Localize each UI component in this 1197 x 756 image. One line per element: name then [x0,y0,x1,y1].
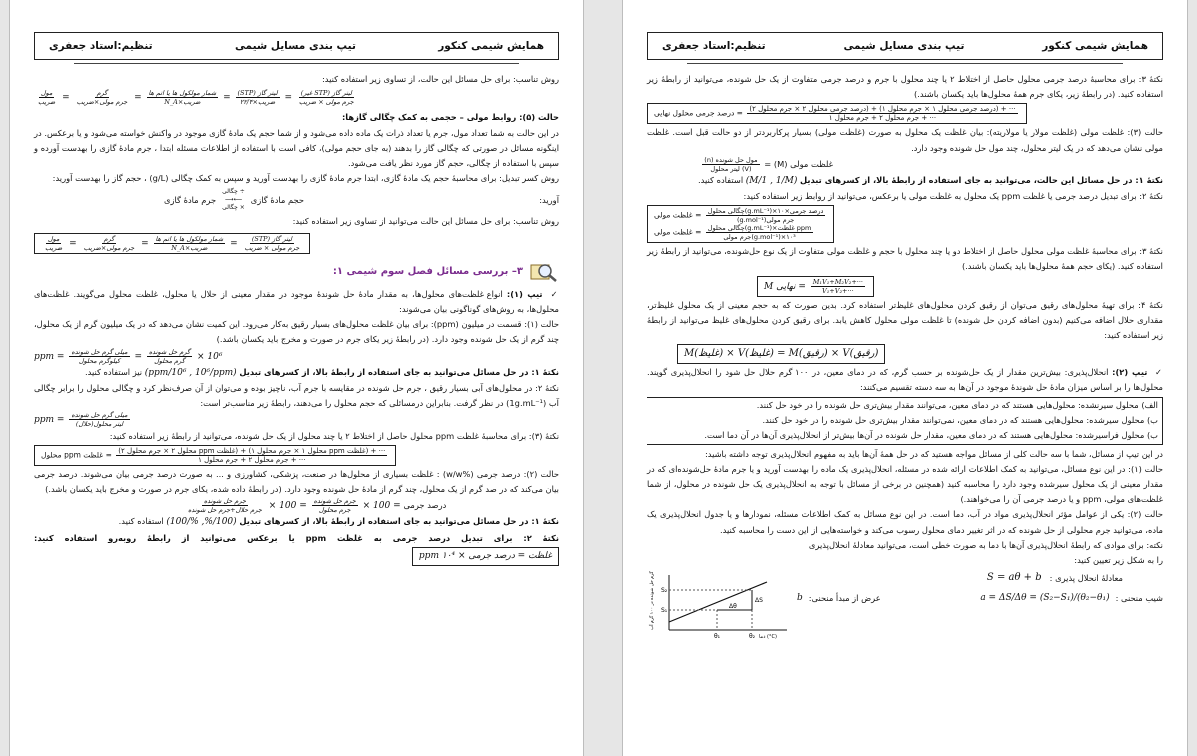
solubility-section [647,570,1163,640]
graph-ylabel: گرم حل شونده در ۱۰۰ گرم آب [650,571,655,631]
header-brand: همایش شیمی کنکور [1042,40,1148,52]
left-body [34,72,559,567]
right-page [622,0,1188,756]
check-icon: ✓ [1155,366,1164,377]
category-saturated: ب) محلول سیرشده: محلول‌هایی هستند که در دمای معین، نمی‌توانند مقدار بیش‌تری حل شونده را در خود حل کنند. [762,415,1158,426]
header-title: تیپ بندی مسایل شیمی [843,40,965,52]
conversion-label: آورید: [539,194,559,205]
state1-ppm: حالت (۱): قسمت در میلیون (ppm): برای بیان غلظت محلول‌های بسیار رقیق به‌کار می‌رود. این کمیت نشان می‌دهد که در یک میلیون گرم از یک محلول، چند گرم از یک حل شونده وجود دارد. (در رابطهٔ زیر یکای جرم در صورت و مخرج باید یکسان باشد.) [34,319,559,345]
type2-paragraph: ✓ تیپ (۲): انحلال‌پذیری: بیش‌ترین مقدار از یک حل‌شونده بر حسب گرم، که در دمای معین، در ۱۰۰ گرم حلال حل شود را انحلال‌پذیری گویند. محلول‌ها را بر اساس میزان مادهٔ حل شوندهٔ موجود در آن‌ها به سه دسته تقسیم می‌کنند: [647,366,1164,392]
conversion-diagram [34,188,559,212]
note-linear: نکته: برای موادی که رابطهٔ انحلال‌پذیری آن‌ها با دما به صورت خطی است، می‌توانید معادلهٔ انحلال‌پذیری [808,539,1163,550]
ppm-formula: ppm = $\frac{\text{میلی گرم حل شونده}}{\text{کیلوگرم محلول}}$ = $\frac{\text{گرم حل شونده}}{\text{گرم محلول}}$ × 10⁶ [34,347,223,365]
graph-t2: θ₂ [749,633,756,641]
ppm-liter-formula: ppm = $\frac{\text{میلی گرم حل شونده}}{\text{لیتر محلول(حلال)}}$ [34,411,128,429]
type2-intro: در این تیپ از مسائل، شما با سه حالت کلی از مسائل مواجه هستید که در حل همهٔ آن‌ها باید به مفهوم انحلال‌پذیری توجه داشته باشید: [704,448,1163,459]
category-supersaturated: ب) محلول فراسیرشده: محلول‌هایی هستند که در دمای معین، مقدار حل شونده در آن‌ها بیش‌تر از انحلال‌پذیری آن‌ها در آن دما است. [704,430,1158,441]
graph-ds: ΔS [755,597,763,605]
header-author: تنظیم:استاد جعفری [662,40,766,52]
header-author: تنظیم:استاد جعفری [49,40,153,52]
note3-ppm: نکتهٔ (۳): برای محاسبهٔ غلظت ppm محلول حاصل از اختلاط ۲ یا چند محلول از یک حل شونده، می‌توانید از رابطهٔ زیر استفاده کنید: [109,430,559,441]
percent-ppm-formula: ppm غلظت = درصد جرمی × ۱۰⁴ [412,547,559,566]
method-proportion-2: روش تناسب: برای حل مسائل این حالت می‌توانید از تساوی زیر استفاده کنید: [292,216,559,227]
page-header [647,32,1163,60]
dilution-formula: M(غلیظ) × V(غلیظ) = M(رقیق) × V(رقیق) [677,344,885,363]
solubility-equations: معادلهٔ انحلال پذیری : S = aθ + b شیب منحنی : a = ΔS/Δθ = (S₂−S₁)/(θ₂−θ₁) عرض از مبدأ منحنی: b [797,572,1163,604]
molarity-conversion-box: غلظت مولی = $\frac{\text{چگالی محلول(g.mL⁻¹)×درصد جرمی×۱۰}}{\text{(g.mol⁻¹)جرم مولی}}$ غلظت مولی = $\frac{\text{چگالی محلول(g.mL⁻¹)×غلظت ppm}}{\text{جرم مولی(g.mol⁻¹)×۱۰³}}$ [647,205,834,243]
type1-paragraph: ✓ تیپ (۱): انواع غلظت‌های محلول‌ها، به مقدار مادهٔ حل شوندهٔ موجود در مقدار معینی از حلال یا محلول، غلظت محلول می‌گویند. غلظت‌های محلول‌ها، به روش‌های گوناگونی بیان می‌شوند: [34,288,559,315]
conversion-target: حجم مادهٔ گازی [250,194,305,205]
header-brand: همایش شیمی کنکور [438,40,544,52]
note1-percent: نکتهٔ ۱: در حل مسائل می‌توانید به جای استفاده از رابطهٔ بالا، از کسرهای تبدیل (100/%, %/100) استفاده کنید. [118,516,559,528]
state5-title: حالت (۵): روابط مولی – حجمی به کمک چگالی گازها: [341,112,559,123]
section-3-title: ۳– بررسی مسائل فصل سوم شیمی ۱: [34,261,559,283]
left-page [9,0,584,756]
note1-molarity: نکتهٔ ۱: در حل مسائل این حالت، می‌توانید به جای استفاده از رابطهٔ بالا، از کسرهای تبدیل (M/1 , 1/M) استفاده کنید. [698,174,1163,186]
state1-solubility: حالت (۱): در این نوع مسائل، می‌توانید به کمک اطلاعات ارائه شده در مسئله، انحلال‌پذیری یک ماده را بهدست آورید و یا جرم مادهٔ حل‌شونده‌ای که در مقدار معینی از یک محلول سیرشده وجود دارد را محاسبه کنید (همچنین در برخی از مسائل با توجه به انحلال‌پذیری یک حل شونده در محلول، از شما غلظت‌های مولی، ppm و یا درصد جرمی آن را می‌خواهند.) [647,463,1163,505]
stoich-formula-1: $\frac{\text{مول}}{\text{ضریب}}$ = $\frac{\text{گرم}}{\text{جرم مولی×ضریب}}$ = $\frac{\text{شمار مولکول ها یا اتم ها}}{\text{N\_A×ضریب}}$ = $\frac{\text{(STP) لیتر گاز}}{\text{ضریب×۲۲/۴}}$ = $\frac{\text{(غیر STP) لیتر گاز}}{\text{جرم مولی × ضریب}}$ [38,89,354,107]
check-icon: ✓ [550,288,559,299]
header-title: تیپ بندی مسایل شیمی [234,40,356,52]
note3-mix-molarity: نکتهٔ ۳: برای محاسبهٔ غلظت مولی محلول حاصل از اختلاط دو یا چند محلول با حجم و غلظت مولی متفاوت از یک نوع حل‌شونده، می‌توانید از رابطهٔ زیر استفاده کنید. (یکای حجم همهٔ محلول‌ها باید یکسان باشند.) [647,246,1163,272]
note1-ppm: نکتهٔ ۱: در حل مسائل می‌توانید به جای استفاده از رابطهٔ بالا، از کسرهای تبدیل (ppm/10⁶ , 10⁶/ppm) نیز استفاده کنید. [84,366,559,378]
note-linear-2: را به شکل زیر تعیین کنید: [1074,555,1163,566]
state3-molarity: حالت (۳): غلظت مولی (غلظت مولار یا مولاریته): بیان غلظت یک محلول به صورت (غلظت مولی) بسیار پرکاربردتر از دو حالت قبل است. غلظت مولی نشان می‌دهد که در یک لیتر محلول، چند مول حل شونده وجود دارد. [647,127,1163,153]
graph-t1: θ₁ [714,633,721,641]
note4-dilution: نکتهٔ ۴: برای تهیهٔ محلول‌های رقیق می‌توان از رقیق کردن محلول‌های غلیظ‌تر استفاده کرد. بدین صورت که به حجم معینی از یک محلول غلیظ‌تر، مقداری حلال اضافه می‌کنیم (بدون اضافه کردن حل شونده) تا غلظت مولی محلول کاهش یابد. برای رقیق کردن محلول‌های غلیظ می‌توانید از رابطهٔ زیر استفاده کنید: [647,299,1163,341]
state5-text: در این حالت به شما تعداد مول، جرم یا تعداد ذرات یک ماده داده می‌شود و از شما حجم یک مادهٔ گازی موجود در واکنش خواسته می‌شود و یا برعکس. در اینگونه مسائل در صورتی که چگالی گاز را بدهند (به جای حجم مولی)، کافی است با استفاده از اطلاعات مسئله ابتدا ، جرم مادهٔ گازی را بهدست آورده و سپس با استفاده از چگالی، حجم گاز مورد نظر یافت می‌شود. [34,127,559,169]
note2-ppm: نکتهٔ ۲: در محلول‌های آبی بسیار رقیق ، جرم حل شونده در مقایسه با جرم آب، ناچیز بوده و می‌توان از آن صرف‌نظر کرد و چگالی محلول را برابر چگالی آب (1g.mL⁻¹) در نظر گرفت. بنابراین درمسائلی که حجم محلول را می‌دهند، رابطهٔ زیر مناسب‌تر است: [34,383,559,409]
mix-molarity-formula: M نهایی = $\frac{\text{M₁V₁+M₂V₂+···}}{\text{V₁+V₂+···}}$ [757,276,874,297]
mix-ppm-formula: ··· + (غلظت ppm محلول ۱ × جرم محلول ۱) + (غلظت ppm محلول ۲ × جرم محلول ۲) ··· + جرم محلول ۲ + جرم محلول ۱ = غلظت ppm محلول [34,445,396,466]
graph-dt: Δθ [729,603,737,611]
graph-s1: S₁ [661,607,668,615]
note2-percent: نکتهٔ ۲: برای تبدیل درصد جرمی به غلظت ppm یا برعکس می‌توانید از رابطهٔ روبه‌رو استفاده کنید: ppm غلظت = درصد جرمی × ۱۰⁴ [34,531,559,567]
percent-formula: $\frac{\text{جرم حل شونده}}{\text{جرم حلال+جرم حل شونده}}$ × 100 = $\frac{\text{جرم حل شونده}}{\text{جرم محلول}}$ × 100 = درصد جرمی [188,497,447,515]
graph-xlabel: دما (°C) [759,634,777,641]
state5-conversion-text: روش کسر تبدیل: برای محاسبهٔ حجم یک مادهٔ گازی، ابتدا جرم مادهٔ گازی را بهدست آورید و سپس به کمک چگالی (g/L) ، حجم گاز را بهدست آورید: [52,173,559,184]
conversion-source: جرم مادهٔ گازی [164,194,217,205]
category-unsaturated: الف) محلول سیرنشده: محلول‌هایی هستند که در دمای معین، می‌توانند مقدار بیش‌تری حل شونده را در خود حل کنند. [756,400,1158,411]
mix-percent-formula: ··· + (درصد جرمی محلول ۱ × جرم محلول ۱) + (درصد جرمی محلول ۲ × جرم محلول ۲) ··· + جرم محلول ۲ + جرم محلول ۱ = درصد جرمی محلول نهایی [647,103,1027,124]
state2-percent: حالت (۲): درصد جرمی (%w/w) : غلظت بسیاری از محلول‌ها در صنعت، پزشکی، کشاورزی و ... به صورت درصد جرمی بیان می‌شوند. درصد جرمی بیان می‌کند که در صد گرم از یک محلول، چند گرم از مادهٔ حل شونده وجود دارد. (در رابطهٔ داده شده، یکای جرم در صورت و مخرج باید یکسان باشد.) [34,468,559,495]
state2-solubility: حالت (۲): یکی از عوامل مؤثر انحلال‌پذیری مواد در آب، دما است. در این نوع مسائل به کمک اطلاعات مسئله، نمودارها و یا جدول انحلال‌پذیری یک ماده، می‌توانید جرم محلولی از حل شونده که در اثر تغییر دمای محلول رسوب می‌کند و خواسته‌هایی از این دست را محاسبه کنید. [647,509,1163,535]
note3-mix-percent: نکتهٔ ۳: برای محاسبهٔ درصد جرمی محلول حاصل از اختلاط ۲ یا چند محلول با جرم و درصد جرمی متفاوت از یک حل شونده، می‌توانید از رابطهٔ زیر استفاده کنید. (در رابطهٔ زیر، یکای جرم همهٔ محلول‌ها باید یکسان باشند.) [647,74,1163,100]
conversion-arrows: ÷ چگالی ⟵⟶ × چگالی [222,188,245,212]
header-divider [687,63,1123,64]
method-proportion-1: روش تناسب: برای حل مسائل این حالت، از تساوی زیر استفاده کنید: [322,74,559,84]
header-divider [74,63,519,64]
page-header [34,32,559,60]
solution-categories [647,397,1163,445]
stoich-formula-2: $\frac{\text{مول}}{\text{ضریب}}$ = $\frac{\text{گرم}}{\text{جرم مولی×ضریب}}$ = $\frac{\text{شمار مولکول ها یا اتم ها}}{\text{N\_A×ضریب}}$ = $\frac{\text{(STP) لیتر گاز}}{\text{جرم مولی × ضریب}}$ [34,233,310,254]
molarity-formula: غلظت مولی (M) = $\frac{\text{مول حل شونده (n)}}{\text{(V) لیتر محلول}}$ [704,155,833,173]
magnifier-icon [529,261,559,283]
right-body [647,72,1163,640]
graph-s2: S₂ [661,587,668,595]
solubility-graph [647,570,797,640]
note2-molarity: نکتهٔ ۲: برای تبدیل درصد جرمی یا غلظت ppm یک محلول به غلظت مولی یا برعکس، می‌توانید از روابط زیر استفاده کنید: [743,191,1163,202]
